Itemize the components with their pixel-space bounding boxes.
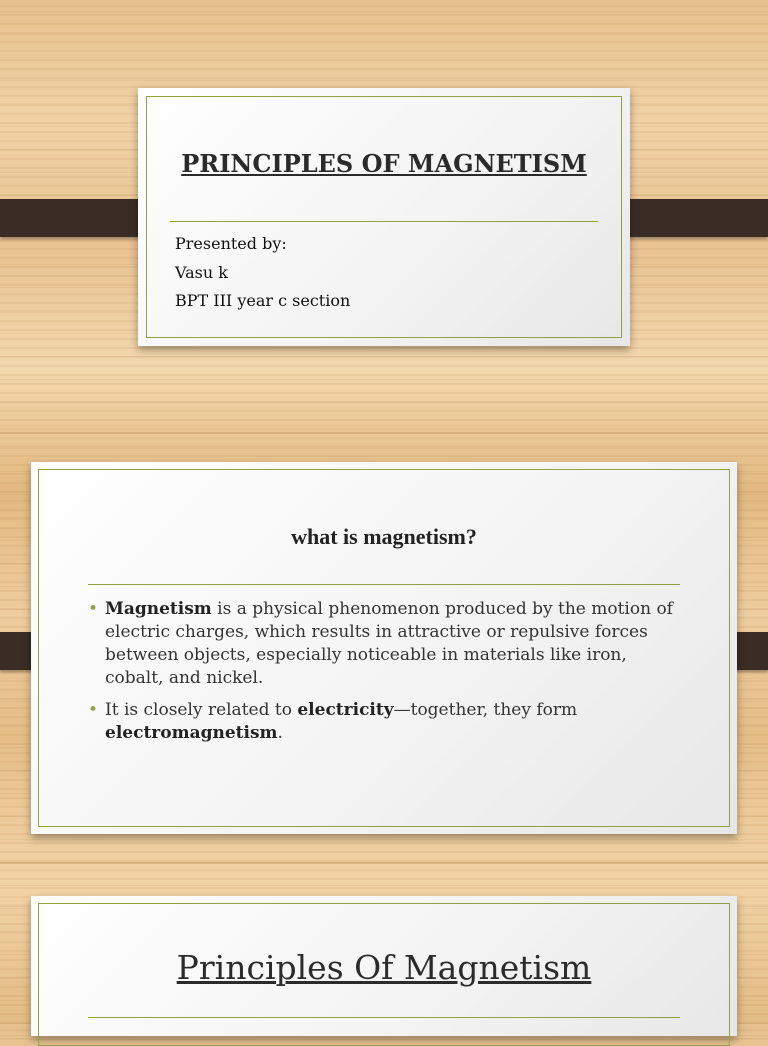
- bullet-text: —together, they form: [393, 700, 578, 720]
- bullet-item: [88, 699, 678, 745]
- bullet-text: is a physical phenomenon produced by the motion of electric charges, which results in attractive or repulsive forces between objects, especially noticeable in materials like iron, cobalt, and nickel.: [105, 599, 673, 688]
- bullet-text: .: [277, 723, 283, 743]
- plank-seam: [0, 432, 768, 434]
- heading-divider: [88, 584, 680, 585]
- plank-seam: [0, 862, 768, 864]
- slide-content-card[interactable]: [31, 462, 737, 834]
- bullet-dot-icon: •: [88, 700, 99, 720]
- presenter-section: BPT III year c section: [175, 291, 351, 310]
- bullet-term: electromagnetism: [105, 723, 278, 743]
- strap-right: [613, 199, 768, 237]
- slide-title-card[interactable]: [138, 88, 630, 346]
- slide-partial-card[interactable]: [31, 896, 737, 1036]
- slide-heading: what is magnetism?: [291, 524, 477, 549]
- slide-title: PRINCIPLES OF MAGNETISM: [181, 149, 587, 178]
- bullet-term: Magnetism: [105, 599, 212, 619]
- bullet-dot-icon: •: [88, 599, 99, 619]
- presented-by-label: Presented by:: [175, 234, 287, 253]
- bullet-term: electricity: [297, 700, 394, 720]
- presenter-name: Vasu k: [175, 263, 228, 282]
- slide-title: Principles Of Magnetism: [176, 948, 592, 987]
- bullet-item: [88, 598, 678, 690]
- strap-left: [0, 199, 155, 237]
- title-divider: [170, 221, 598, 222]
- title-divider: [88, 1017, 680, 1018]
- bullet-text: It is closely related to: [105, 700, 298, 720]
